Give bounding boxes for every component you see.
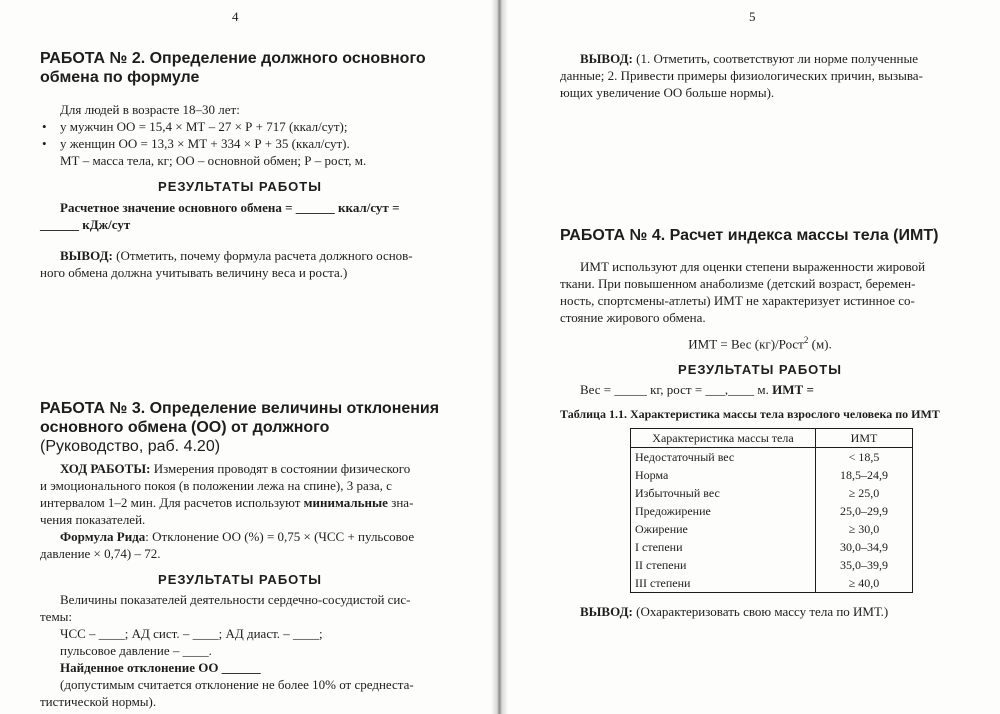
- work3-values-line4: пульсовое давление – ____.: [60, 643, 212, 658]
- table-row: III степени ≥ 40,0: [631, 574, 913, 593]
- page-number: 5: [749, 9, 756, 24]
- work3-note-line1: (допустимым считается отклонение не более 10% от среднеста-: [60, 677, 414, 692]
- work2-results-heading: РЕЗУЛЬТАТЫ РАБОТЫ: [158, 179, 322, 194]
- imt-table: [630, 428, 913, 593]
- work2-legend: МТ – масса тела, кг; ОО – основной обмен; Р – рост, м.: [60, 153, 367, 168]
- work2-calc-line2: ______ кДж/сут: [40, 217, 131, 232]
- work4-weight-line: Вес = _____ кг, рост = ___,____ м. ИМТ =: [580, 382, 814, 398]
- table-row: Недостаточный вес < 18,5: [631, 448, 913, 467]
- table-caption: Таблица 1.1. Характеристика массы тела взрослого человека по ИМТ: [560, 407, 940, 422]
- work2-conclusion-line2: ного обмена должна учитывать величину веса и роста.): [40, 265, 348, 280]
- work3-conclusion-line1: ВЫВОД: (1. Отметить, соответствуют ли норме полученные: [580, 51, 919, 66]
- work4-desc-line2: ткани. При повышенном анаболизме (детский возраст, беремен-: [560, 276, 916, 291]
- table-row: Предожирение 25,0–29,9: [631, 502, 913, 520]
- work3-conclusion: [560, 50, 960, 101]
- work2-title-line2: обмена по формуле: [40, 69, 200, 86]
- work3-title-line1: РАБОТА № 3. Определение величины отклонения: [40, 400, 440, 417]
- table-header-cell: ИМТ: [816, 429, 913, 448]
- work3-formula-line2: давление × 0,74) – 72.: [40, 546, 161, 561]
- work3-title-line2: основного обмена (ОО) от должного: [40, 419, 330, 436]
- work3-values-line1: Величины показателей деятельности сердечно-сосудистой сис-: [60, 592, 411, 607]
- table-row: Ожирение ≥ 30,0: [631, 520, 913, 538]
- work3-values-line3: ЧСС – ____; АД сист. – ____; АД диаст. – ____;: [60, 626, 323, 641]
- table-row: Избыточный вес ≥ 25,0: [631, 484, 913, 502]
- book-gutter: [491, 0, 508, 714]
- work3-procedure-line4: чения показателей.: [40, 512, 146, 527]
- work4-section: [560, 226, 960, 620]
- table-row: Норма 18,5–24,9: [631, 466, 913, 484]
- table-row: I степени 30,0–34,9: [631, 538, 913, 556]
- bullet-icon: •: [42, 136, 47, 151]
- work4-conclusion: ВЫВОД: (Охарактеризовать свою массу тела по ИМТ.): [580, 604, 889, 620]
- work3-conclusion-line2: данные; 2. Привести примеры физиологических причин, вызыва-: [560, 68, 923, 83]
- work3-values-line2: темы:: [40, 609, 73, 624]
- work3-formula-line1: Формула Рида: Отклонение ОО (%) = 0,75 × (ЧСС + пульсовое: [60, 529, 415, 544]
- bullet-icon: •: [42, 119, 47, 134]
- work3-title-line3: (Руководство, раб. 4.20): [40, 438, 221, 455]
- page-number: 4: [232, 9, 239, 24]
- work4-desc-line3: ность, спортсмены-атлеты) ИМТ не характеризует истинное со-: [560, 293, 915, 308]
- work3-procedure-line3: интервалом 1–2 мин. Для расчетов используют минимальные зна-: [40, 495, 414, 510]
- work3-procedure-line2: и эмоционального покоя (в положении лежа на спине), 3 раза, с: [40, 478, 392, 493]
- formula-men: • у мужчин ОО = 15,4 × МТ – 27 × Р + 717 (ккал/сут);: [42, 119, 348, 134]
- work2-conclusion-line1: ВЫВОД: (Отметить, почему формула расчета должного основ-: [60, 248, 413, 263]
- table-row: II степени 35,0–39,9: [631, 556, 913, 574]
- imt-formula: ИМТ = Вес (кг)/Рост$^2$ (м).: [688, 335, 832, 352]
- work2-intro: Для людей в возрасте 18–30 лет:: [60, 102, 240, 117]
- formula-women: • у женщин ОО = 13,3 × МТ + 334 × Р + 35 (ккал/сут).: [42, 136, 350, 151]
- work3-found-deviation: Найденное отклонение ОО ______: [60, 660, 261, 675]
- left-page: [0, 0, 492, 714]
- work4-results-heading: РЕЗУЛЬТАТЫ РАБОТЫ: [678, 362, 842, 378]
- table-header-cell: Характеристика массы тела: [631, 429, 816, 448]
- work3-results-heading: РЕЗУЛЬТАТЫ РАБОТЫ: [158, 572, 322, 587]
- work4-desc-line1: ИМТ используют для оценки степени выраженности жировой: [580, 259, 926, 274]
- work3-note-line2: тистической нормы).: [40, 694, 157, 709]
- work4-desc-line4: стояние жирового обмена.: [560, 310, 706, 325]
- work3-procedure-line1: ХОД РАБОТЫ: Измерения проводят в состоянии физического: [60, 461, 411, 476]
- work2-title-line1: РАБОТА № 2. Определение должного основного: [40, 50, 426, 67]
- right-page: [508, 0, 1000, 714]
- table-header-row: [631, 429, 913, 448]
- work2-calc-line1: Расчетное значение основного обмена = ______ ккал/сут =: [60, 200, 400, 215]
- work3-section: [40, 399, 440, 710]
- work2-section: [40, 49, 440, 281]
- work3-conclusion-line3: ющих увеличение ОО больше нормы).: [560, 85, 775, 100]
- work4-title: РАБОТА № 4. Расчет индекса массы тела (ИМТ): [560, 227, 939, 244]
